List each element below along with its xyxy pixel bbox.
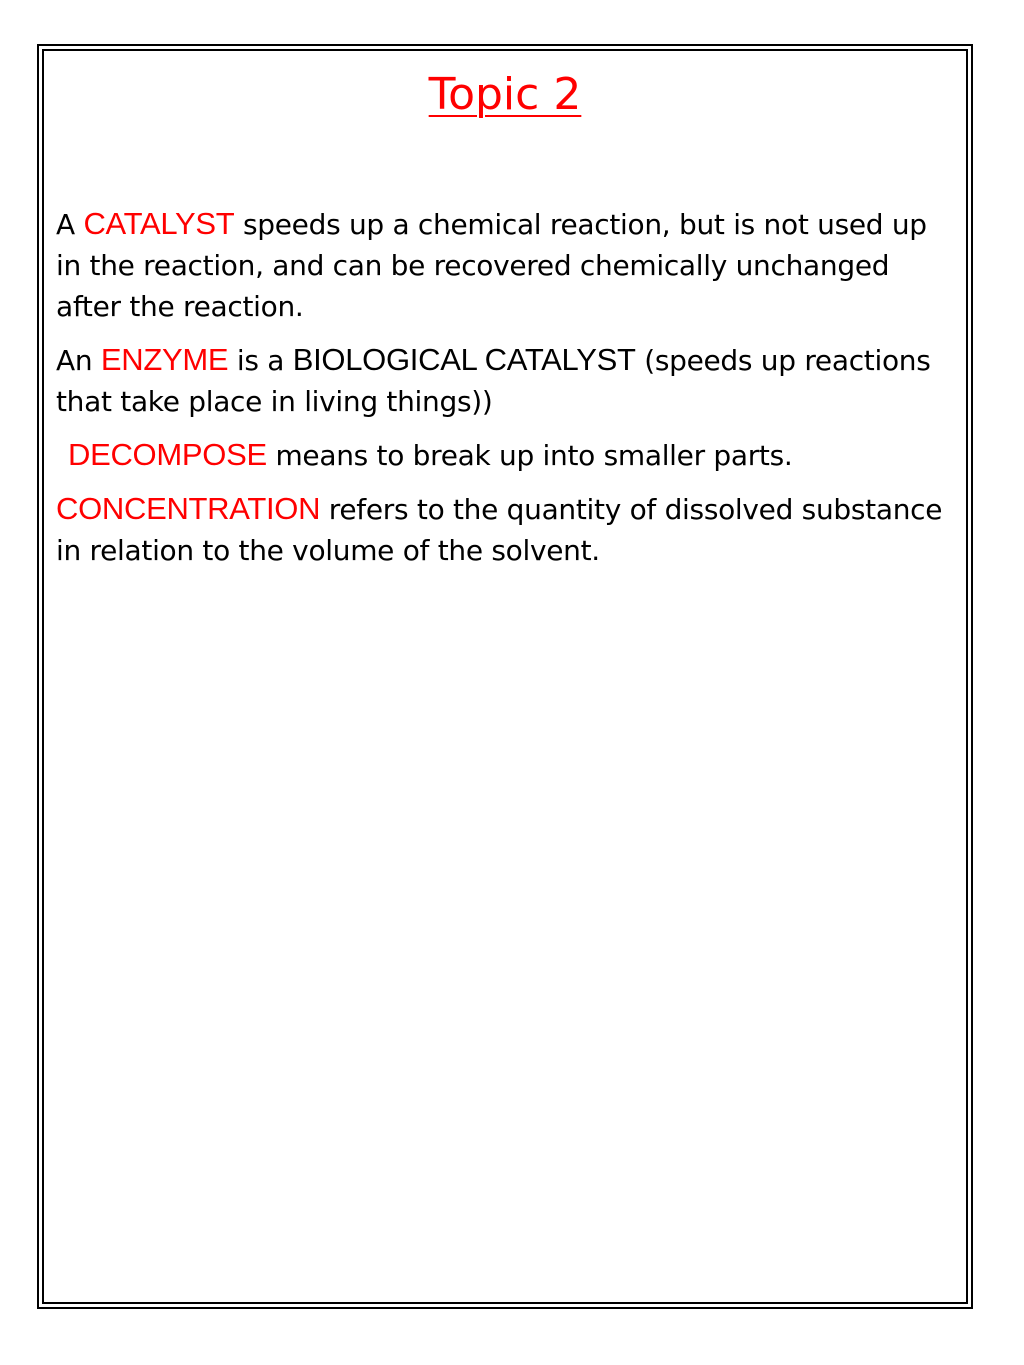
definition-enzyme xyxy=(56,339,952,422)
decompose-definition: means to break up into smaller parts. xyxy=(266,439,793,472)
page-border-outer xyxy=(37,44,973,1309)
term-enzyme: ENZYME xyxy=(100,342,229,377)
definition-concentration xyxy=(56,488,952,571)
term-concentration: CONCENTRATION xyxy=(56,491,321,526)
catalyst-definition: speeds up a chemical reaction, but is not used up in the reaction, and can be recovered chemically unchanged after the reaction. xyxy=(56,208,927,323)
title-text: Topic 2 xyxy=(428,69,582,120)
definition-catalyst xyxy=(56,203,952,327)
term-decompose: DECOMPOSE xyxy=(68,437,267,472)
catalyst-lead: A xyxy=(56,208,84,241)
term-catalyst: CATALYST xyxy=(83,206,235,241)
concentration-definition: refers to the quantity of dissolved substance in relation to the volume of the solvent. xyxy=(56,493,943,567)
page-title xyxy=(44,65,966,125)
enzyme-definition: (speeds up reactions that take place in living things)) xyxy=(56,344,931,418)
enzyme-lead: An xyxy=(56,344,101,377)
page-border-inner xyxy=(42,49,968,1304)
enzyme-middle: is a xyxy=(228,344,293,377)
definition-decompose xyxy=(56,434,952,476)
definitions-list xyxy=(56,203,952,583)
enzyme-emphasis: BIOLOGICAL CATALYST xyxy=(292,342,636,377)
